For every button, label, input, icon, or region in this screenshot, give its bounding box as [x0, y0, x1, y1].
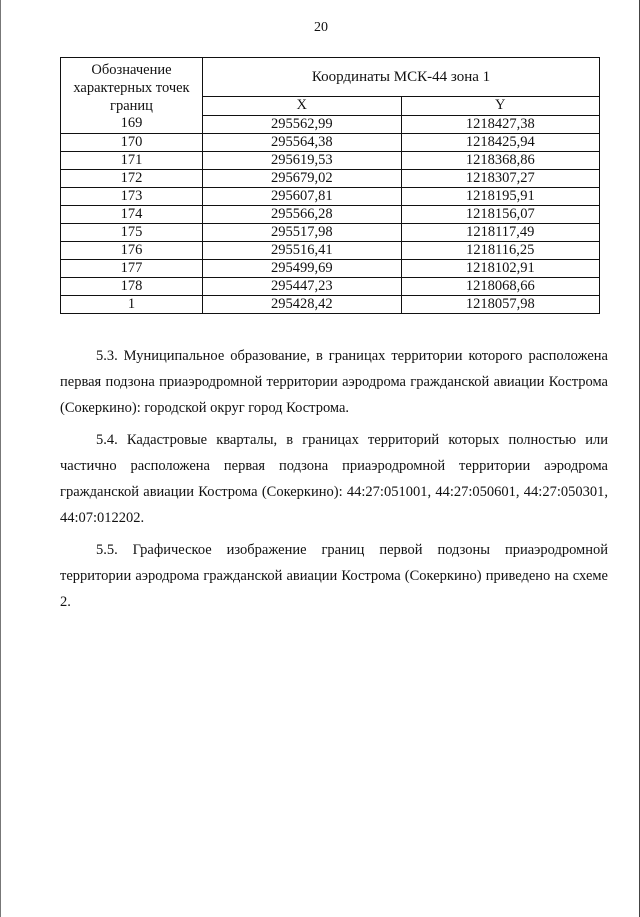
table-row — [61, 295, 600, 313]
page-number: 20 — [314, 20, 328, 35]
coordinates-table — [60, 57, 600, 314]
point-cell: 170 — [61, 133, 203, 151]
y-cell: 1218116,25 — [401, 241, 600, 259]
x-cell: 295499,69 — [203, 259, 402, 277]
point-cell: 174 — [61, 205, 203, 223]
table-row — [61, 187, 600, 205]
paragraph-5-4: 5.4. Кадастровые кварталы, в границах территорий которых полностью или частично расположена первая подзона приаэродромной территории аэродрома гражданской авиации Кострома (Сокеркино): 44:27:051001, 44:27:050601, 44:27:050301, 44:07:012202. — [60, 432, 608, 526]
x-cell: 295564,38 — [203, 133, 402, 151]
table-body — [61, 115, 600, 313]
point-cell: 176 — [61, 241, 203, 259]
point-cell: 171 — [61, 151, 203, 169]
table-row — [61, 169, 600, 187]
x-cell: 295428,42 — [203, 295, 402, 313]
y-cell: 1218102,91 — [401, 259, 600, 277]
table-row — [61, 115, 600, 133]
x-cell: 295607,81 — [203, 187, 402, 205]
y-cell: 1218117,49 — [401, 223, 600, 241]
table-row — [61, 133, 600, 151]
x-cell: 295517,98 — [203, 223, 402, 241]
header-point-designation: Обозначение характерных точек границ — [61, 58, 203, 116]
point-cell: 172 — [61, 169, 203, 187]
table-row — [61, 277, 600, 295]
body-text — [60, 343, 608, 621]
table-row — [61, 259, 600, 277]
point-cell: 177 — [61, 259, 203, 277]
y-cell: 1218307,27 — [401, 169, 600, 187]
table-row — [61, 151, 600, 169]
table-row — [61, 241, 600, 259]
point-cell: 178 — [61, 277, 203, 295]
y-cell: 1218195,91 — [401, 187, 600, 205]
header-coordinates: Координаты МСК-44 зона 1 — [203, 58, 600, 97]
y-cell: 1218427,38 — [401, 115, 600, 133]
y-cell: 1218425,94 — [401, 133, 600, 151]
y-cell: 1218156,07 — [401, 205, 600, 223]
x-cell: 295447,23 — [203, 277, 402, 295]
table-row — [61, 223, 600, 241]
header-x: X — [203, 97, 402, 115]
y-cell: 1218368,86 — [401, 151, 600, 169]
x-cell: 295566,28 — [203, 205, 402, 223]
paragraph-5-5: 5.5. Графическое изображение границ первой подзоны приаэродромной территории аэродрома гражданской авиации Кострома (Сокеркино) приведено на схеме 2. — [60, 542, 608, 610]
x-cell: 295619,53 — [203, 151, 402, 169]
y-cell: 1218057,98 — [401, 295, 600, 313]
header-y: Y — [401, 97, 600, 115]
point-cell: 175 — [61, 223, 203, 241]
point-cell: 173 — [61, 187, 203, 205]
x-cell: 295562,99 — [203, 115, 402, 133]
x-cell: 295516,41 — [203, 241, 402, 259]
point-cell: 169 — [61, 115, 203, 133]
table-row — [61, 205, 600, 223]
x-cell: 295679,02 — [203, 169, 402, 187]
y-cell: 1218068,66 — [401, 277, 600, 295]
paragraph-5-3: 5.3. Муниципальное образование, в границах территории которого расположена первая подзона приаэродромной территории аэродрома гражданской авиации Кострома (Сокеркино): городской округ город Кострома. — [60, 348, 608, 416]
point-cell: 1 — [61, 295, 203, 313]
